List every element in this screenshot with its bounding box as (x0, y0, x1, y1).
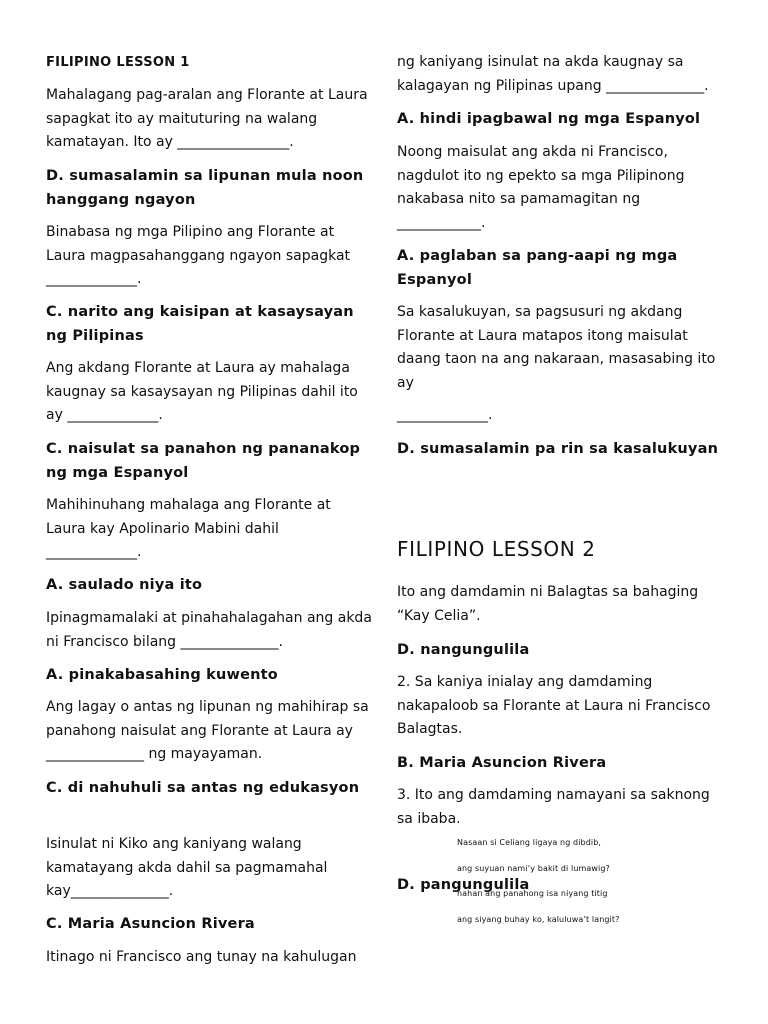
poem-line-1: Nasaan si Celiang ligaya ng dibdib, (457, 838, 602, 847)
answer-4: A. saulado niya ito (46, 577, 203, 593)
poem-stanza (457, 830, 677, 932)
question-9: Noong maisulat ang akda ni Francisco, nagdulot ito ng epekto sa mga Pilipinong nakabasa nito sa pamamagitan ng ____________. (397, 144, 685, 231)
lesson2-question-1: Ito ang damdamin ni Balagtas sa bahaging “Kay Celia”. (397, 584, 699, 624)
answer-5: A. pinakabasahing kuwento (46, 667, 278, 683)
answer-3: C. naisulat sa panahon ng pananakop ng mga Espanyol (46, 441, 361, 481)
lesson2-title: FILIPINO LESSON 2 (397, 537, 596, 561)
question-8-start: Itinago ni Francisco ang tunay na kahulugan (46, 949, 357, 965)
answer-2: C. narito ang kaisipan at kasaysayan ng Pilipinas (46, 304, 354, 344)
question-3: Ang akdang Florante at Laura ay mahalaga kaugnay sa kasaysayan ng Pilipinas dahil ito ay _____________. (46, 360, 358, 423)
poem-line-4: ang siyang buhay ko, kaluluwa’t langit? (457, 914, 620, 924)
poem-line-2: ang suyuan nami’y bakit di lumawig? (457, 863, 610, 873)
answer-7: C. Maria Asuncion Rivera (46, 916, 255, 932)
question-6: Ang lagay o antas ng lipunan ng mahihirap sa panahong naisulat ang Florante at Laura ay ______________ ng mayayaman. (46, 699, 369, 762)
lesson2-answer-1: D. nangungulila (397, 642, 530, 658)
answer-6: C. di nahuhuli sa antas ng edukasyon (46, 780, 360, 796)
answer-8: A. hindi ipagbawal ng mga Espanyol (397, 111, 701, 127)
question-5: Ipinagmamalaki at pinahahalagahan ang akda ni Francisco bilang ______________. (46, 610, 372, 650)
question-10: Sa kasalukuyan, sa pagsusuri ng akdang Florante at Laura matapos itong maisulat daang taon na ang nakaraan, masasabing ito ay (397, 304, 716, 391)
question-7: Isinulat ni Kiko ang kaniyang walang kamatayang akda dahil sa pagmamahal kay______________. (46, 836, 328, 899)
lesson1-title: FILIPINO LESSON 1 (46, 55, 190, 70)
question-1: Mahalagang pag-aralan ang Florante at Laura sapagkat ito ay maituturing na walang kamatayan. Ito ay ________________. (46, 87, 368, 150)
question-4: Mahihinuhang mahalaga ang Florante at Laura kay Apolinario Mabini dahil _____________. (46, 497, 331, 560)
lesson2-answer-2: B. Maria Asuncion Rivera (397, 755, 607, 771)
answer-1: D. sumasalamin sa lipunan mula noon hanggang ngayon (46, 168, 364, 208)
poem-line-3: nahan ang panahong isa niyang titig (457, 889, 608, 899)
answer-9: A. paglaban sa pang-aapi ng mga Espanyol (397, 248, 678, 288)
lesson2-question-2: 2. Sa kaniya inialay ang damdaming nakapaloob sa Florante at Laura ni Francisco Balagtas. (397, 674, 711, 737)
question-8-end: ng kaniyang isinulat na akda kaugnay sa kalagayan ng Pilipinas upang ______________. (397, 54, 709, 94)
lesson2-question-3: 3. Ito ang damdaming namayani sa saknong sa ibaba. (397, 787, 710, 827)
lesson2-answer-3: D. pangungulila (397, 877, 530, 893)
answer-10: D. sumasalamin pa rin sa kasalukuyan (397, 441, 719, 457)
question-2: Binabasa ng mga Pilipino ang Florante at Laura magpasahanggang ngayon sapagkat _____________. (46, 224, 351, 287)
question-10-blank: _____________. (397, 407, 493, 423)
